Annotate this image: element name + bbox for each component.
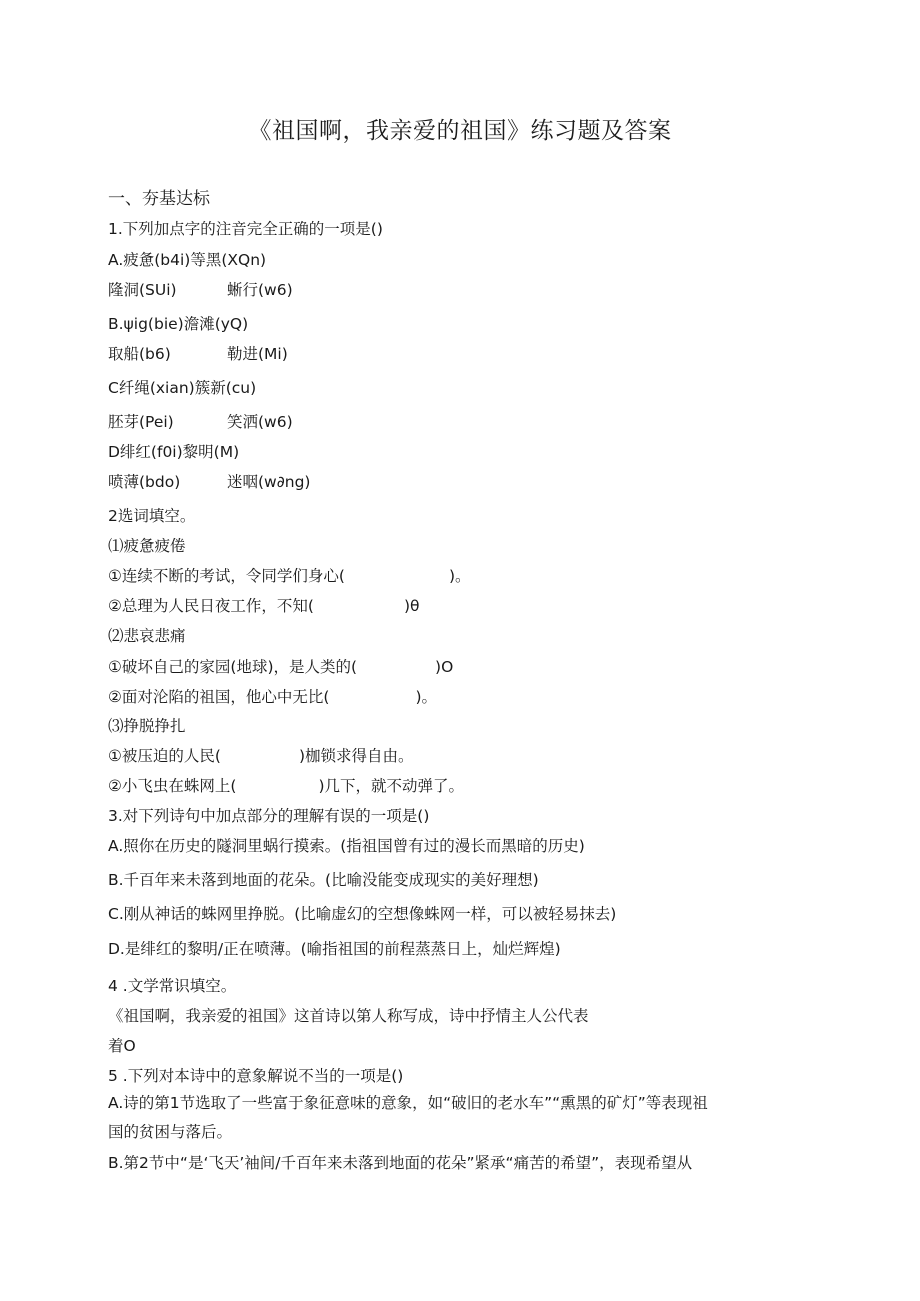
blank-suffix: )几下，就不动弹了。 <box>318 777 465 795</box>
question-3-option-c: C.刚从神话的蛛网里挣脱。(比喻虚幻的空想像蛛网一样，可以被轻易抹去) <box>108 905 617 923</box>
question-1-option-d-line1: D绯红(f0i)黎明(M) <box>108 443 240 461</box>
question-2-group-3-item-1 <box>108 746 414 766</box>
question-4-line-2: 着O <box>108 1037 136 1055</box>
question-2-stem: 2选词填空。 <box>108 507 196 525</box>
page-title: 《祖国啊，我亲爱的祖国》练习题及答案 <box>248 118 672 144</box>
question-2-group-3-item-2 <box>108 776 464 796</box>
question-1-option-a-word1: 隆洞(SUi) <box>108 281 177 299</box>
question-2-group-1-item-1 <box>108 566 471 586</box>
question-2-group-1: ⑴疲惫疲倦 <box>108 537 186 555</box>
blank-prefix: ②小飞虫在蛛网上( <box>108 777 237 795</box>
question-5-stem: 5 .下列对本诗中的意象解说不当的一项是() <box>108 1067 404 1085</box>
question-3-option-d: D.是绯红的黎明/正在喷薄。(喻指祖国的前程蒸蒸日上，灿烂辉煌) <box>108 940 561 958</box>
blank-prefix: ②面对沦陷的祖国，他心中无比( <box>108 688 330 706</box>
question-1-option-b-line1: B.ψig(bie)澹滩(yQ) <box>108 315 249 333</box>
question-2-group-1-item-2 <box>108 596 419 616</box>
blank-prefix: ①破坏自己的家园(地球)，是人类的( <box>108 658 358 676</box>
question-5-option-b-line1: B.第2节中“是‘飞天’袖间/千百年来未落到地面的花朵”紧承“痛苦的希望”，表现希望从 <box>108 1154 693 1172</box>
question-2-group-2: ⑵悲哀悲痛 <box>108 627 186 645</box>
question-1-option-a-line1: A.疲惫(b4i)等黑(XQn) <box>108 251 267 269</box>
question-1-option-a-word2: 蜥行(w6) <box>227 281 293 299</box>
question-1-option-d-word1: 喷薄(bdo) <box>108 473 181 491</box>
blank-suffix: )O <box>435 658 454 676</box>
question-3-option-a: A.照你在历史的隧洞里蜗行摸索。(指祖国曾有过的漫长而黑暗的历史) <box>108 837 585 855</box>
blank-prefix: ①被压迫的人民( <box>108 747 221 765</box>
question-1-option-c-line1: C纤绳(xian)簇新(cu) <box>108 379 257 397</box>
blank-suffix: )。 <box>415 688 438 706</box>
question-4-line-1: 《祖国啊，我亲爱的祖国》这首诗以第人称写成，诗中抒情主人公代表 <box>108 1007 589 1025</box>
question-3-option-b: B.千百年来未落到地面的花朵。(比喻没能变成现实的美好理想) <box>108 871 539 889</box>
question-1-stem: 1.下列加点字的注音完全正确的一项是() <box>108 220 383 238</box>
question-1-option-c-word2: 笑洒(w6) <box>227 413 293 431</box>
question-2-group-2-item-1 <box>108 657 453 677</box>
question-1-option-d-word2: 迷咽(w∂ng) <box>227 473 311 491</box>
question-5-option-a-line1: A.诗的第1节选取了一些富于象征意味的意象，如“破旧的老水车”“熏黑的矿灯”等表现祖 <box>108 1094 708 1112</box>
question-1-option-b-word2: 勒进(Mi) <box>227 345 288 363</box>
section-heading: 一、夯基达标 <box>108 189 210 209</box>
blank-suffix: )。 <box>448 567 471 585</box>
blank-prefix: ②总理为人民日夜工作，不知( <box>108 597 314 615</box>
question-5-option-a-line2: 国的贫困与落后。 <box>108 1123 233 1141</box>
question-4-stem: 4 .文学常识填空。 <box>108 977 237 995</box>
question-3-stem: 3.对下列诗句中加点部分的理解有误的一项是() <box>108 807 430 825</box>
question-2-group-3: ⑶挣脱挣扎 <box>108 717 186 735</box>
question-1-option-c-word1: 胚芽(Pei) <box>108 413 174 431</box>
blank-suffix: )枷锁求得自由。 <box>298 747 414 765</box>
blank-prefix: ①连续不断的考试，令同学们身心( <box>108 567 345 585</box>
question-1-option-b-word1: 取船(b6) <box>108 345 171 363</box>
question-2-group-2-item-2 <box>108 687 437 707</box>
blank-suffix: )θ <box>403 597 420 615</box>
